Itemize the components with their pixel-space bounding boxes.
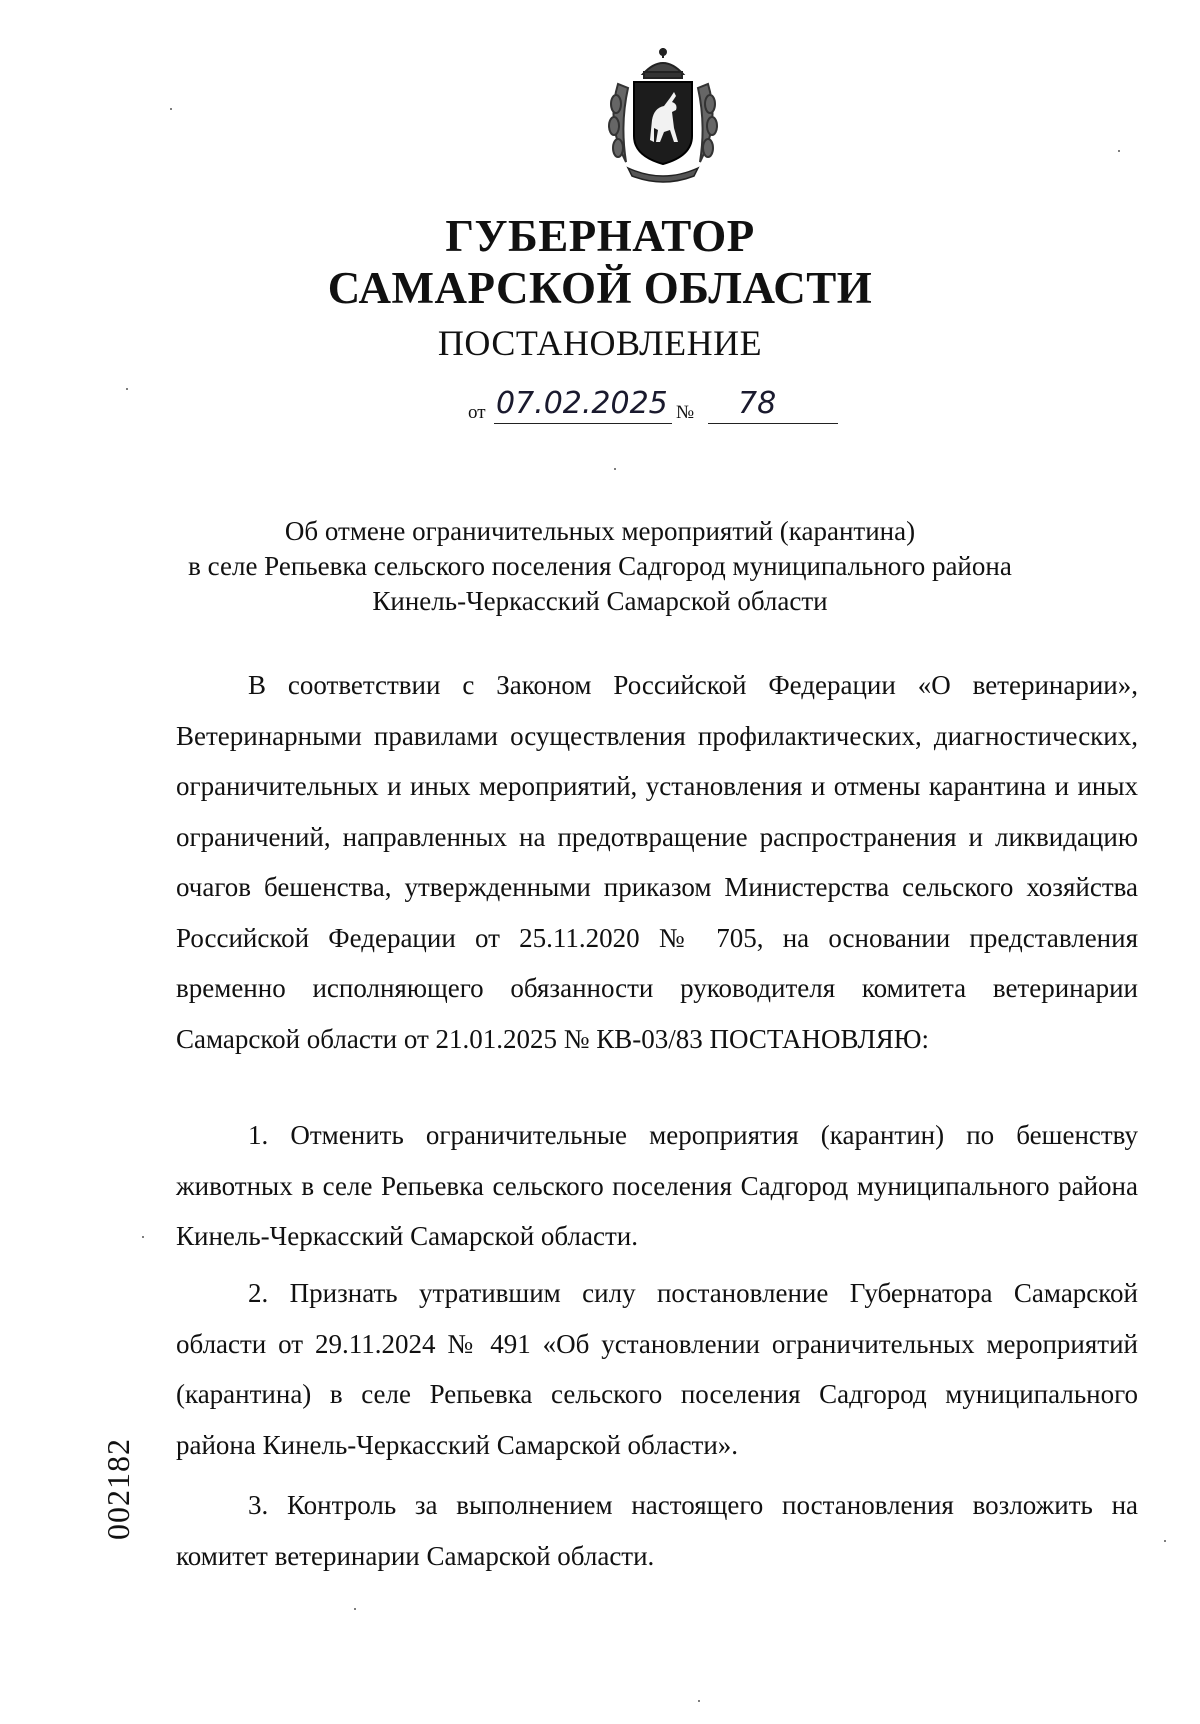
scan-speck <box>126 388 128 390</box>
item-2-text: 2. Признать утратившим силу постановление Губернатора Самарской области от 29.11.2024 № 491 «Об установлении ограничительных мероприятий (карантина) в селе Репьевка сельского поселения Садгород муниципального района Кинель-Черкасский Самарской области». <box>176 1278 1138 1460</box>
item-3-text: 3. Контроль за выполнением настоящего постановления возложить на комитет ветеринарии Самарской области. <box>176 1490 1138 1571</box>
item-3-paragraph <box>176 1480 1138 1581</box>
date-number-line <box>468 386 868 430</box>
date-underline <box>494 423 672 424</box>
scan-speck <box>1164 1540 1166 1542</box>
preamble-text: В соответствии с Законом Российской Федерации «О ветеринарии», Ветеринарными правилами осуществления профилактических, диагностических, ограничительных и иных мероприятий, установления и отмены карантина и иных ограничений, направленных на предотвращение распространения и ликвидацию очагов бешенства, утвержденными приказом Министерства сельского хозяйства Российской Федерации от 25.11.2020 № 705, на основании представления временно исполняющего обязанности руководителя комитета ветеринарии Самарской области от 21.01.2025 № КВ-03/83 ПОСТАНОВЛЯЮ: <box>176 670 1138 1054</box>
subject-line-1: Об отмене ограничительных мероприятий (карантина) <box>284 516 916 546</box>
scan-speck <box>614 468 616 470</box>
number-prefix: № <box>676 402 695 423</box>
scan-speck <box>354 1608 356 1610</box>
item-2-paragraph <box>176 1268 1138 1470</box>
number-underline <box>708 423 838 424</box>
date-prefix: от <box>468 402 486 423</box>
scan-speck <box>170 108 172 110</box>
item-1-paragraph <box>176 1110 1138 1262</box>
scan-speck <box>698 1700 700 1702</box>
subject-line-3: Кинель-Черкасский Самарской области <box>372 586 828 616</box>
authority-title-line1: ГУБЕРНАТОР <box>445 211 755 261</box>
authority-title-line2: САМАРСКОЙ ОБЛАСТИ <box>327 263 873 313</box>
item-1-text: 1. Отменить ограничительные мероприятия (карантин) по бешенству животных в селе Репьевка сельского поселения Садгород муниципального района Кинель-Черкасский Самарской области. <box>176 1120 1138 1251</box>
margin-serial-number: 002182 <box>100 1438 136 1540</box>
document-type: ПОСТАНОВЛЕНИЕ <box>437 323 763 363</box>
date-value: 07.02.2025 <box>496 386 668 421</box>
scan-speck <box>1118 150 1120 152</box>
scan-speck <box>142 1236 144 1238</box>
preamble-paragraph <box>176 660 1138 1064</box>
subject-line-2: в селе Репьевка сельского поселения Садгород муниципального района <box>188 551 1012 581</box>
samara-coat-of-arms-icon <box>598 44 728 184</box>
document-subject <box>0 514 1200 619</box>
number-value: 78 <box>738 386 777 421</box>
